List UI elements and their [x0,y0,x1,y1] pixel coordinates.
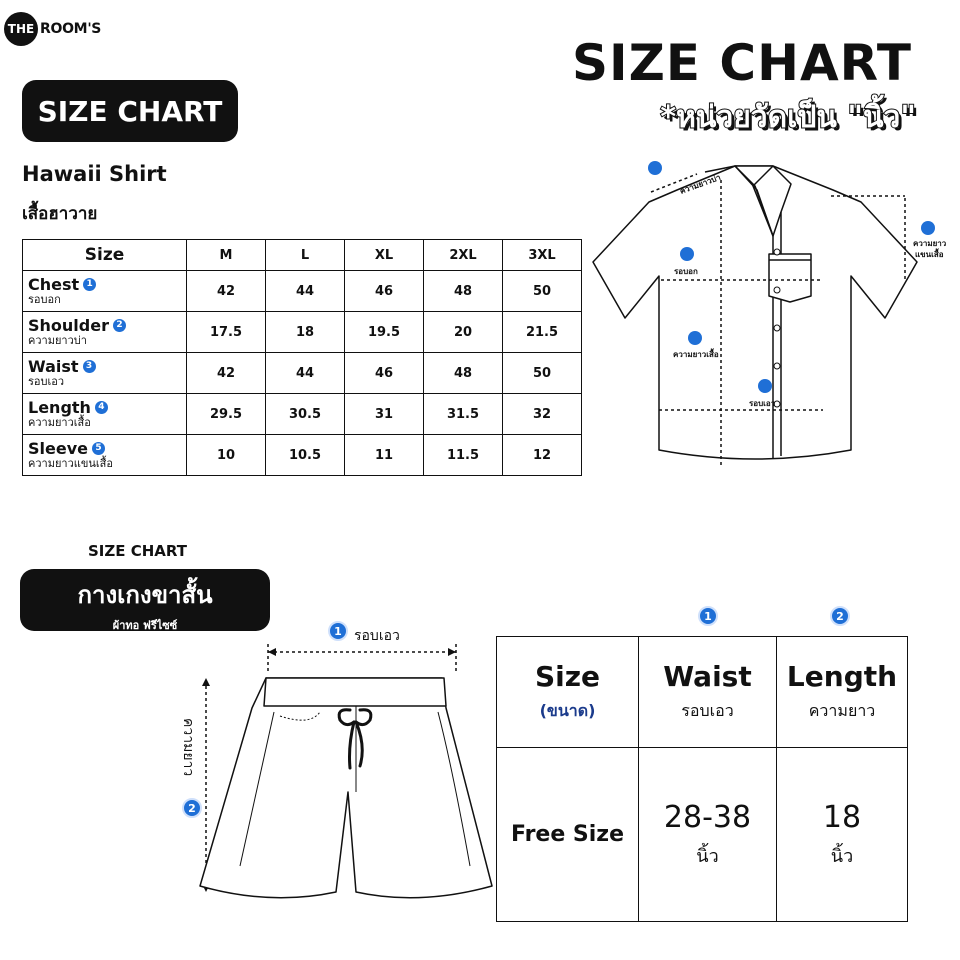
table-cell: 29.5 [187,394,266,435]
table-row [23,312,582,353]
page-title: SIZE CHART [571,34,912,92]
logo-text: ROOM'S [40,21,102,37]
length-header-en: Length [786,660,898,693]
table-row [23,271,582,312]
shirt-size-col: M [187,240,266,271]
shorts-waist-label: รอบเอว [354,628,400,644]
table-cell: 48 [424,271,503,312]
shirt-table-header-row [23,240,582,271]
number-badge-icon: 4 [95,401,108,414]
diagram-chest-label: รอบอก [674,267,698,276]
size-header-en: Size [534,660,601,693]
row-label-thai: ความยาวแขนเสื้อ [28,456,113,470]
shirt-size-col: 3XL [503,240,582,271]
table-cell: 42 [187,271,266,312]
table-cell: 50 [503,353,582,394]
table-cell: 11 [345,435,424,476]
shorts-length-header [777,637,908,748]
row-label-en: Shoulder [28,315,109,335]
table-cell: 11.5 [424,435,503,476]
length-value-cell [777,748,908,922]
table-cell: 31 [345,394,424,435]
table-cell: 46 [345,271,424,312]
shorts-marker-waist-icon: 1 [328,621,348,641]
waist-unit: นิ้ว [696,845,719,867]
shirt-product-name-thai: เสื้อฮาวาย [22,204,98,224]
diagram-sleeve-label-1: ความยาว [913,239,947,248]
table-cell: 44 [266,353,345,394]
table-cell: 42 [187,353,266,394]
shirt-size-table [22,239,582,476]
row-label [23,394,187,435]
free-size-label: Free Size [510,822,625,847]
table-cell: 48 [424,353,503,394]
shorts-size-table [496,636,908,922]
row-label-en: Sleeve [28,438,88,458]
waist-header-thai: รอบเอว [681,701,734,720]
length-header-thai: ความยาว [808,701,876,720]
row-label-thai: รอบอก [28,292,61,306]
shirt-size-header: Size [23,240,187,271]
number-badge-icon: 5 [92,442,105,455]
table-cell: 17.5 [187,312,266,353]
table-row [23,353,582,394]
row-label [23,271,187,312]
row-label-en: Length [28,397,91,417]
table-cell: 50 [503,271,582,312]
waist-value-cell [639,748,777,922]
brand-logo [4,12,101,46]
logo-badge: THE [4,12,38,46]
table-row [23,394,582,435]
table-cell: 12 [503,435,582,476]
table-cell: 30.5 [266,394,345,435]
row-label-thai: ความยาวบ่า [28,333,87,347]
shirt-size-col: L [266,240,345,271]
unit-note: *หน่วยวัดเป็น "นิ้ว" [660,100,916,135]
length-unit: นิ้ว [830,845,854,867]
number-badge-icon: 2 [113,319,126,332]
table-row [497,748,908,922]
shirt-diagram [585,150,960,480]
diagram-length-label: ความยาวเสื้อ [673,350,719,359]
table-cell: 10.5 [266,435,345,476]
number-badge-icon: 1 [83,278,96,291]
table-row [497,637,908,748]
row-label [23,312,187,353]
row-label-en: Chest [28,274,80,294]
table-cell: 20 [424,312,503,353]
shorts-diagram [170,616,490,936]
table-marker-length-icon: 2 [830,606,850,626]
row-label [23,435,187,476]
table-cell: 10 [187,435,266,476]
table-cell: 21.5 [503,312,582,353]
diagram-sleeve-label-2: แขนเสื้อ [915,250,944,259]
row-label-thai: รอบเอว [28,374,65,388]
shorts-pill-subtitle: ผ้าทอ ฟรีไซซ์ [112,619,178,632]
size-header-thai: (ขนาด) [539,701,596,720]
number-badge-icon: 3 [83,360,96,373]
diagram-waist-label: รอบเอว [749,399,776,408]
shirt-size-col: 2XL [424,240,503,271]
shirt-size-col: XL [345,240,424,271]
waist-header-en: Waist [663,660,752,693]
diagram-shoulder-label: ความยาวบ่า [678,172,722,196]
shorts-pill-title: กางเกงขาสั้น [77,581,213,609]
shorts-waist-header [639,637,777,748]
row-label-thai: ความยาวเสื้อ [28,415,91,429]
table-cell: 32 [503,394,582,435]
shorts-marker-length-icon: 2 [182,798,202,818]
table-cell: 18 [266,312,345,353]
length-value: 18 [822,799,862,835]
waist-value: 28-38 [663,799,752,835]
shorts-length-label: ความยาว [180,718,196,777]
table-cell: 31.5 [424,394,503,435]
table-cell: 46 [345,353,424,394]
free-size-cell [497,748,639,922]
shirt-section-pill: SIZE CHART [22,80,238,142]
row-label [23,353,187,394]
table-row [23,435,582,476]
table-cell: 19.5 [345,312,424,353]
shirt-product-name: Hawaii Shirt [22,162,167,186]
shorts-size-header [497,637,639,748]
row-label-en: Waist [28,356,79,376]
shorts-caption: SIZE CHART [88,542,188,560]
table-marker-waist-icon: 1 [698,606,718,626]
table-cell: 44 [266,271,345,312]
